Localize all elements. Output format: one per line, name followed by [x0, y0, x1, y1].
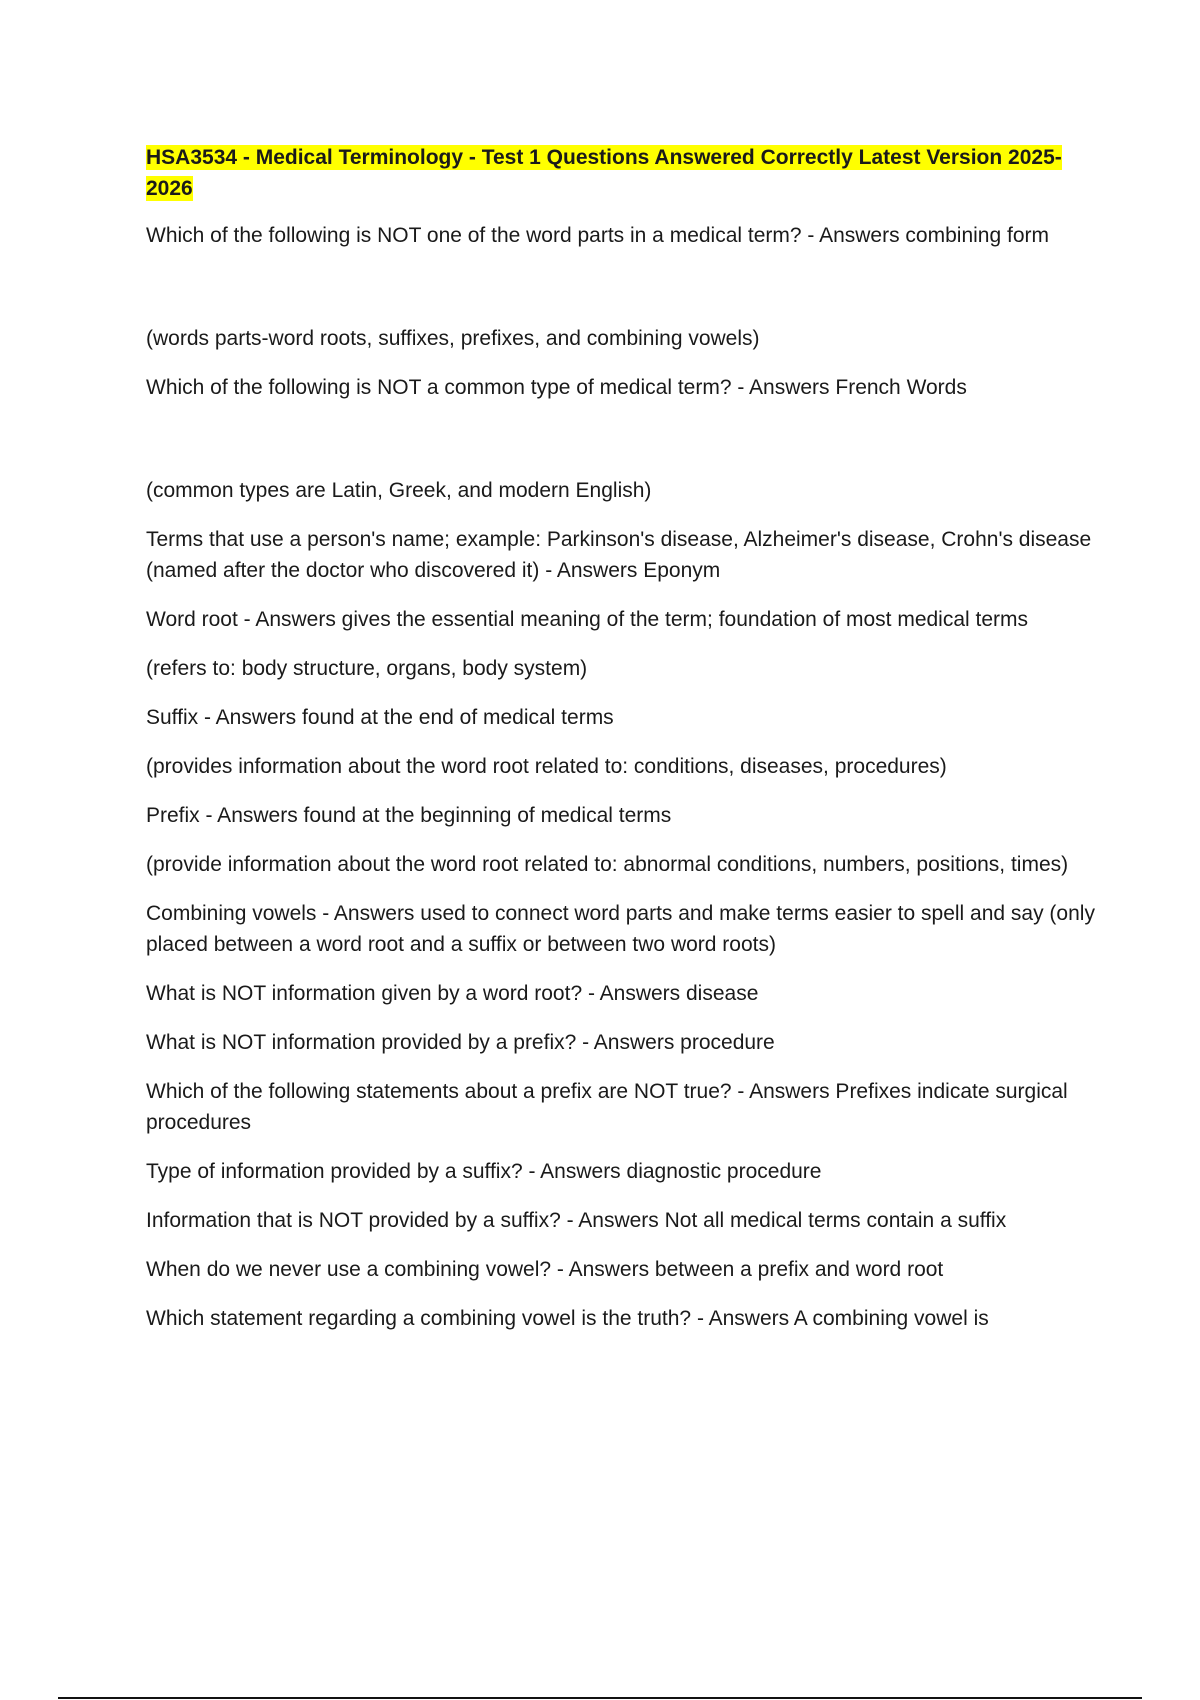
paragraph: Suffix - Answers found at the end of medical terms	[146, 706, 614, 729]
paragraph: Information that is NOT provided by a suffix? - Answers Not all medical terms contain a suffix	[146, 1209, 1007, 1232]
paragraph: (refers to: body structure, organs, body system)	[146, 657, 588, 680]
paragraph: Type of information provided by a suffix? - Answers diagnostic procedure	[146, 1160, 822, 1183]
paragraph: Word root - Answers gives the essential meaning of the term; foundation of most medical terms	[146, 608, 1029, 631]
paragraph: What is NOT information provided by a prefix? - Answers procedure	[146, 1031, 775, 1054]
paragraph: What is NOT information given by a word root? - Answers disease	[146, 982, 759, 1005]
paragraph: (provides information about the word root related to: conditions, diseases, procedures)	[146, 755, 947, 778]
paragraph: Which of the following statements about a prefix are NOT true? - Answers Prefixes indicate surgical procedures	[146, 1080, 1068, 1134]
document-title	[146, 142, 1106, 204]
paragraph: Combining vowels - Answers used to connect word parts and make terms easier to spell and say (only placed between a word root and a suffix or between two word roots)	[146, 902, 1095, 956]
paragraph: (words parts-word roots, suffixes, prefixes, and combining vowels)	[146, 327, 760, 350]
paragraph: Terms that use a person's name; example: Parkinson's disease, Alzheimer's disease, Crohn's disease (named after the doctor who discovered it) - Answers Eponym	[146, 528, 1092, 582]
document-title-text: HSA3534 - Medical Terminology - Test 1 Questions Answered Correctly Latest Version 2025-2026	[146, 146, 1062, 200]
paragraph: Which of the following is NOT a common type of medical term? - Answers French Words	[146, 376, 967, 399]
document-page	[146, 142, 1106, 1352]
footer-divider	[58, 1697, 1142, 1699]
paragraph: Which of the following is NOT one of the word parts in a medical term? - Answers combining form	[146, 224, 1049, 247]
paragraph: (common types are Latin, Greek, and modern English)	[146, 479, 652, 502]
paragraph: Which statement regarding a combining vowel is the truth? - Answers A combining vowel is	[146, 1307, 989, 1330]
paragraph: When do we never use a combining vowel? - Answers between a prefix and word root	[146, 1258, 944, 1281]
paragraph: (provide information about the word root related to: abnormal conditions, numbers, positions, times)	[146, 853, 1069, 876]
paragraph: Prefix - Answers found at the beginning of medical terms	[146, 804, 672, 827]
